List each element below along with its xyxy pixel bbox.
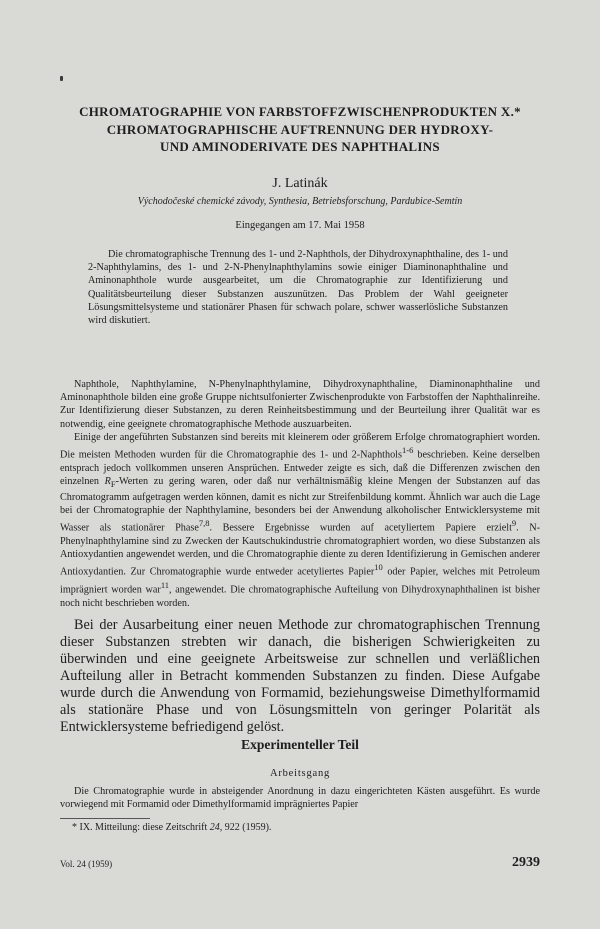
- footnote-divider: [60, 818, 150, 819]
- author-name: J. Latinák: [272, 176, 328, 191]
- footnote-volume: 24: [209, 822, 220, 833]
- footnote: [72, 822, 271, 834]
- page-number: 2939: [512, 855, 540, 870]
- title-line-2: CHROMATOGRAPHISCHE AUFTRENNUNG DER HYDROXY-: [106, 121, 494, 137]
- received-date: Eingegangen am 17. Mai 1958: [235, 220, 365, 231]
- footnote-suffix: , 922 (1959).: [219, 822, 272, 833]
- reference-1: 1-6: [401, 445, 414, 456]
- intro-p2-text-f: oder Papier, welches mit Petroleum imprägniert worden war: [60, 566, 540, 596]
- procedure-text: Die Chromatographie wurde in absteigender Anordnung in dazu eingerichteten Kästen ausgeführt. Es wurde vorwiegend mit Formamid oder Dimethylformamid imprägniertes Papier: [60, 786, 540, 811]
- reference-4: 10: [374, 562, 383, 573]
- method-summary: [60, 617, 540, 736]
- method-summary-text: Bei der Ausarbeitung einer neuen Methode zur chromatographischen Trennung dieser Substanzen strebten wir danach, die bisherigen Schwierigkeiten zu überwinden und eine geeignete Arbeitsweise zur schnellen und verläßlichen Aufteilung aller in Betracht kommenden Substanzen zu finden. Diese Aufgabe wurde durch die Anwendung von Formamid, beziehungsweise Dimethylformamid als stationäre Phase und von Lösungsmitteln von geringer Polarität als Entwicklersysteme befriedigend gelöst.: [60, 617, 540, 735]
- section-heading: Experimenteller Teil: [241, 737, 359, 752]
- intro-p2-text-e: . N-Phenylnaphthylamine sind zu Zwecken der Kautschukindustrie chromatographiert worden, wo diese Substanzen als Antioxydantien angewendet werden, und die Chromatographie diente zu deren Identifizierung in Gemischen anderer Antioxydantien. Zur Chromatographie wurde entweder acetyliertes Papier: [60, 522, 540, 578]
- rf-subscript: F: [110, 478, 116, 489]
- rf-symbol: R: [104, 475, 111, 487]
- scan-speck: [60, 76, 63, 81]
- intro-p2-text-d: . Bessere Ergebnisse wurden auf acetyliertem Papiere erzielt: [209, 522, 512, 534]
- reference-2: 7,8: [198, 518, 210, 529]
- intro-p2-text-c: -Werten zu gering waren, oder daß nur verhältnismäßig kleine Mengen der Substanzen auf das Chromatogramm aufgetragen werden können, damit es nicht zur Streifenbildung kommt. Ähnlich war auch die Lage bei der Chromatographie der Naphthylamine, besonders bei der Anwendung alkoholischer Entwicklersysteme mit Wasser als stationärer Phase: [60, 475, 540, 534]
- intro-paragraph-1: Naphthole, Naphthylamine, N-Phenylnaphthylamine, Dihydroxynaphthaline, Diaminonaphthaline und Aminonaphthole bilden eine große Gruppe nichtsulfonierter Zwischenprodukte von Farbstoffen der Naphthalinreihe. Zur Identifizierung dieser Substanzen, zu deren Reinheitsbestimmung und der Beurteilung ihrer Qualität war es notwendig, eine geeignete chromatographische Methode auszuarbeiten.: [60, 379, 540, 430]
- reference-5: 11: [160, 580, 169, 591]
- abstract: [88, 248, 508, 327]
- title-line-3: UND AMINODERIVATE DES NAPHTHALINS: [160, 139, 440, 154]
- abstract-text: Die chromatographische Trennung des 1- und 2-Naphthols, der Dihydroxynaphthaline, des 1- und 2-Naphthylamins, des 1- und 2-N-Phenylnaphthylamins sowie einiger Diaminonaphthaline und Aminonaphthole wurde ausgearbeitet, um die Chromatographie zur Identifizierung und Qualitätsbeurteilung dieser Substanzen auszunützen. Das Problem der Wahl geeigneter Lösungsmittelsysteme und stationärer Phasen für schwach polare, schwer wasserlösliche Substanzen wird diskutiert.: [88, 249, 508, 327]
- intro-p2-text-g: , angewendet. Die chromatographische Aufteilung von Dihydroxynaphthalinen ist bisher noch nicht beschrieben worden.: [60, 584, 540, 609]
- author-affiliation: Východočeské chemické závody, Synthesia, Betriebsforschung, Pardubice-Semtín: [137, 196, 463, 207]
- procedure-section: [60, 785, 540, 811]
- reference-3: 9: [511, 518, 517, 529]
- title-line-1: CHROMATOGRAPHIE VON FARBSTOFFZWISCHENPRODUKTEN X.*: [79, 104, 521, 119]
- intro-paragraph-2: [60, 431, 540, 610]
- intro-section: [60, 378, 540, 610]
- journal-reference: Vol. 24 (1959): [60, 859, 113, 869]
- subsection-heading: Arbeitsgang: [269, 768, 331, 779]
- footnote-prefix: * IX. Mitteilung: diese Zeitschrift: [72, 822, 210, 833]
- article-title: [40, 103, 560, 156]
- intro-p2-text-a: Einige der angeführten Substanzen sind bereits mit kleinerem oder größerem Erfolge chromatographiert worden. Die meisten Methoden wurden für die Chromatographie des 1- und 2-Naphthols: [60, 431, 540, 461]
- intro-p2-text-b: beschrieben. Keine derselben entsprach jedoch vollkommen unseren Ansprüchen. Entweder zeigte es sich, daß die Differenzen zwischen den einzelnen: [60, 449, 540, 487]
